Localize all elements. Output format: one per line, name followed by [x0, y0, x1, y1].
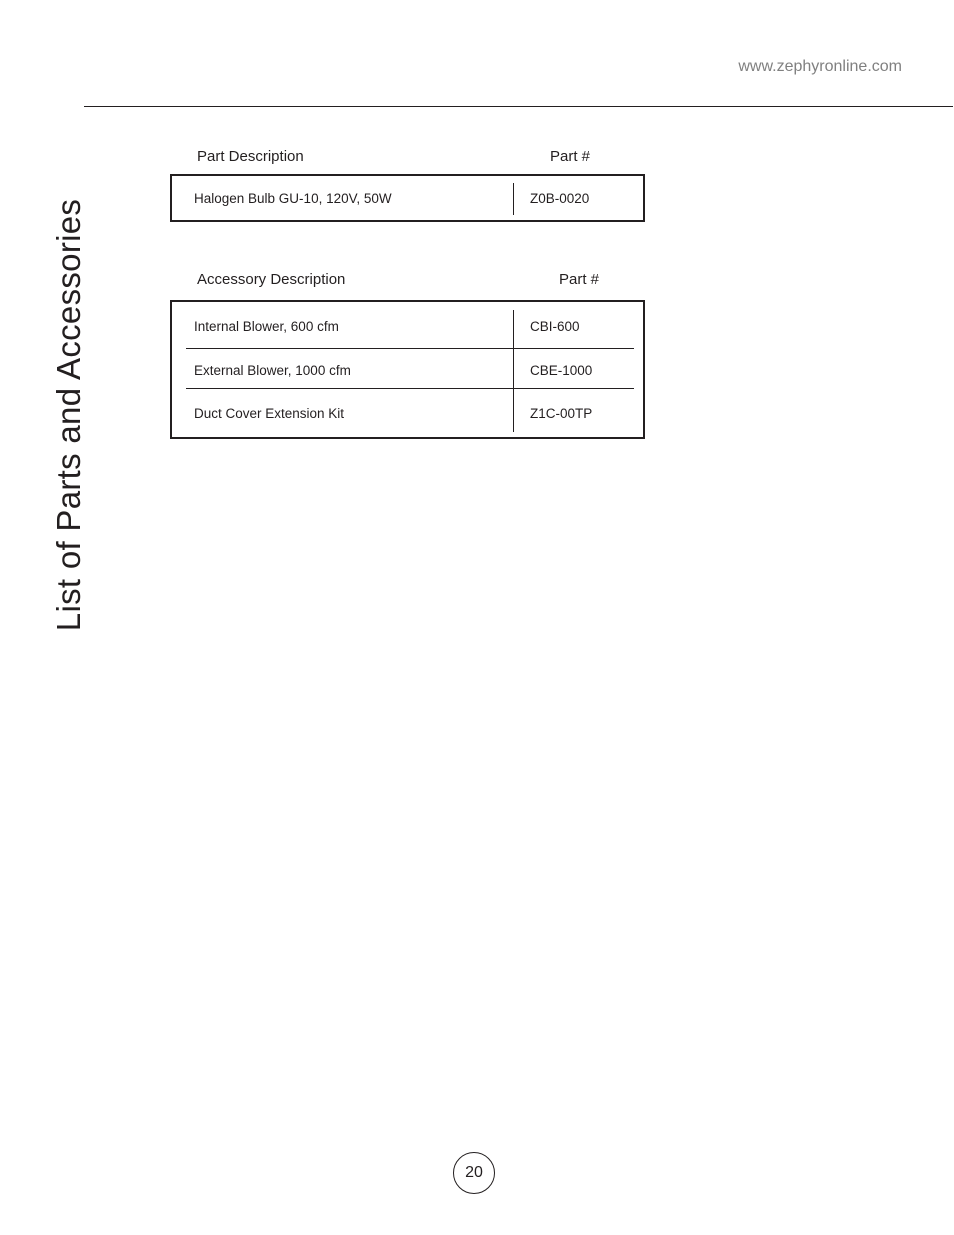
part-description: Halogen Bulb GU-10, 120V, 50W — [194, 191, 392, 206]
website-url: www.zephyronline.com — [738, 58, 902, 75]
accessory-description: External Blower, 1000 cfm — [194, 363, 351, 378]
parts-description-header: Part Description — [197, 148, 304, 165]
part-number: Z0B-0020 — [530, 191, 590, 206]
column-divider — [513, 310, 514, 432]
row-divider — [186, 388, 634, 389]
parts-number-header: Part # — [550, 148, 591, 165]
accessory-description: Duct Cover Extension Kit — [194, 406, 345, 421]
accessory-part-number: Z1C-00TP — [530, 406, 593, 421]
row-divider — [186, 348, 634, 349]
accessories-table — [170, 300, 645, 439]
header-divider — [84, 106, 953, 107]
accessory-number-header: Part # — [559, 271, 600, 288]
accessory-part-number: CBE-1000 — [530, 363, 593, 378]
page-title: List of Parts and Accessories — [50, 198, 87, 632]
accessory-part-number: CBI-600 — [530, 319, 580, 334]
page-number: 20 — [453, 1152, 495, 1194]
accessory-description-header: Accessory Description — [197, 271, 346, 288]
parts-table — [170, 174, 645, 222]
accessory-description: Internal Blower, 600 cfm — [194, 319, 339, 334]
column-divider — [513, 183, 514, 215]
